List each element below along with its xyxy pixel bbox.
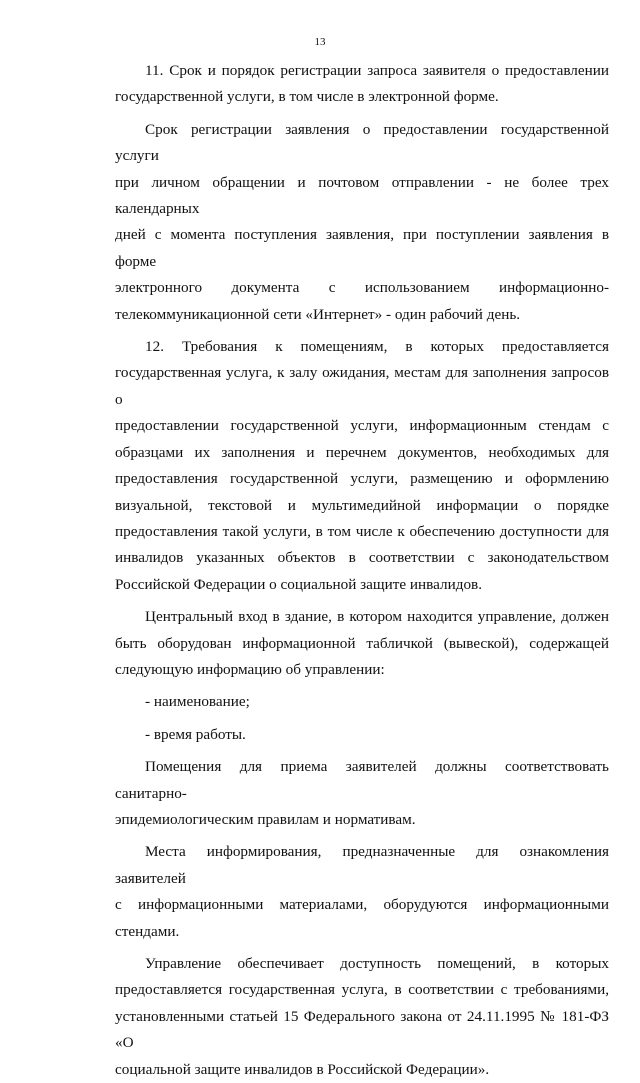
paragraph-line: электронного документа с использованием информационно- bbox=[115, 279, 609, 297]
paragraph-line: стендами. bbox=[115, 922, 180, 940]
paragraph-line: 12. Требования к помещениям, в которых предоставляется bbox=[145, 338, 609, 356]
paragraph-line: дней с момента поступления заявления, при поступлении заявления в форме bbox=[115, 226, 609, 270]
paragraph-line: Российской Федерации о социальной защите инвалидов. bbox=[115, 575, 483, 593]
paragraph-line: установленными статьей 15 Федерального закона от 24.11.1995 № 181-ФЗ «О bbox=[115, 1007, 609, 1052]
paragraph-line: Срок регистрации заявления о предоставлении государственной услуги bbox=[115, 120, 609, 165]
paragraph-line: следующую информацию об управлении: bbox=[115, 660, 385, 678]
list-item: - наименование; bbox=[145, 693, 250, 711]
paragraph-line: Управление обеспечивает доступность помещений, в которых bbox=[145, 955, 609, 972]
paragraph-line: визуальной, текстовой и мультимедийной информации о порядке bbox=[115, 496, 609, 514]
list-item: - время работы. bbox=[145, 725, 246, 743]
page-number: 13 bbox=[314, 36, 326, 48]
document-body bbox=[115, 58, 609, 1083]
paragraph-line: предоставляется государственная услуга, в соответствии с требованиями, bbox=[115, 981, 609, 999]
paragraph-line: при личном обращении и почтовом отправлении - не более трех календарных bbox=[115, 173, 609, 218]
paragraph-line: предоставления государственной услуги, размещению и оформлению bbox=[115, 470, 609, 488]
paragraph-line: Места информирования, предназначенные для ознакомления заявителей bbox=[115, 843, 609, 887]
paragraph-line: 11. Срок и порядок регистрации запроса заявителя о предоставлении bbox=[145, 62, 609, 79]
paragraph-line: социальной защите инвалидов в Российской Федерации». bbox=[115, 1060, 490, 1078]
paragraph-line: предоставлении государственной услуги, информационным стендам с bbox=[115, 417, 609, 435]
paragraph-line: эпидемиологическим правилам и нормативам. bbox=[115, 810, 416, 828]
paragraph-line: телекоммуникационной сети «Интернет» - один рабочий день. bbox=[115, 305, 521, 323]
paragraph-line: Центральный вход в здание, в котором находится управление, должен bbox=[145, 608, 609, 626]
paragraph-line: инвалидов указанных объектов в соответствии с законодательством bbox=[115, 549, 609, 567]
paragraph-line: образцами их заполнения и перечнем документов, необходимых для bbox=[115, 443, 609, 461]
paragraph-line: государственная услуга, к залу ожидания, местам для заполнения запросов о bbox=[115, 364, 609, 408]
paragraph-line: быть оборудован информационной табличкой (вывеской), содержащей bbox=[115, 634, 609, 652]
paragraph-line: с информационными материалами, оборудуются информационными bbox=[115, 896, 609, 914]
paragraph-line: Помещения для приема заявителей должны соответствовать санитарно- bbox=[115, 758, 609, 802]
paragraph-line: государственной услуги, в том числе в электронной форме. bbox=[115, 88, 499, 106]
paragraph-line: предоставления такой услуги, в том числе к обеспечению доступности для bbox=[115, 522, 609, 540]
